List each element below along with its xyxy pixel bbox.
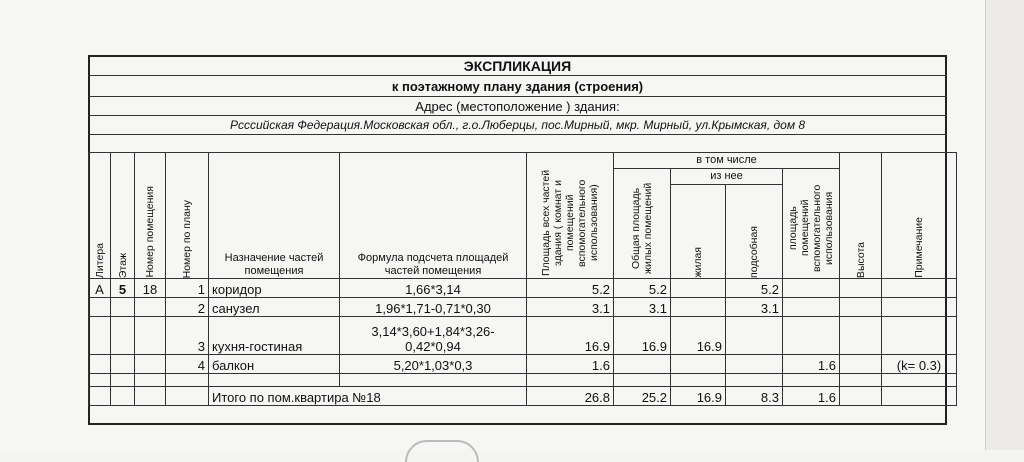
rule bbox=[88, 96, 947, 97]
cell-floor: 5 bbox=[111, 279, 135, 298]
rule bbox=[88, 134, 947, 135]
table-row bbox=[89, 298, 957, 317]
cell-purpose: коридор bbox=[209, 279, 340, 298]
stamp-mark bbox=[405, 440, 479, 462]
table-row bbox=[89, 355, 957, 374]
cell-total: 5.2 bbox=[527, 279, 614, 298]
header-of-which: из нее bbox=[671, 169, 783, 185]
explication-table bbox=[88, 152, 957, 406]
total-cell-living: 16.9 bbox=[671, 387, 726, 406]
total-cell-service: 1.6 bbox=[783, 387, 840, 406]
cell-formula: 1,66*3,14 bbox=[340, 279, 527, 298]
cell-aux bbox=[726, 317, 783, 355]
header-room-number: Номер помещения bbox=[135, 153, 166, 279]
header-floor: Этаж bbox=[111, 153, 135, 279]
cell-height bbox=[840, 298, 882, 317]
cell-note bbox=[882, 279, 957, 298]
header-litera: Литера bbox=[89, 153, 111, 279]
cell-plan: 2 bbox=[166, 298, 209, 317]
cell-height bbox=[840, 317, 882, 355]
table-row bbox=[89, 317, 957, 355]
cell-room: 18 bbox=[135, 279, 166, 298]
header-aux-area: площадь помещений вспомогательного использования bbox=[783, 169, 840, 279]
cell-purpose: балкон bbox=[209, 355, 340, 374]
header-formula: Формула подсчета площадей частей помещения bbox=[340, 153, 527, 279]
cell-living bbox=[671, 298, 726, 317]
cell-note bbox=[882, 317, 957, 355]
cell-total: 16.9 bbox=[527, 317, 614, 355]
cell-total: 3.1 bbox=[527, 298, 614, 317]
cell-service bbox=[783, 317, 840, 355]
cell-height bbox=[840, 279, 882, 298]
cell-plan: 4 bbox=[166, 355, 209, 374]
cell-living: 16.9 bbox=[671, 317, 726, 355]
cell-service bbox=[783, 279, 840, 298]
rule bbox=[88, 115, 947, 116]
rule bbox=[88, 75, 947, 76]
cell-note: (k= 0.3) bbox=[882, 355, 957, 374]
address-value: Рсссийская Федерация.Московская обл., г.о.Люберцы, пос.Мирный, мкр. Мирный, ул.Крымская, дом 8 bbox=[229, 118, 806, 132]
cell-living bbox=[671, 355, 726, 374]
total-cell-aux: 8.3 bbox=[726, 387, 783, 406]
cell-general: 16.9 bbox=[614, 317, 671, 355]
cell-aux: 5.2 bbox=[726, 279, 783, 298]
header-auxiliary: подсобная bbox=[726, 185, 783, 279]
cell-floor bbox=[111, 298, 135, 317]
cell-service bbox=[783, 298, 840, 317]
cell-total: 1.6 bbox=[527, 355, 614, 374]
header-note: Примечание bbox=[882, 153, 957, 279]
header-including: в том числе bbox=[614, 153, 840, 169]
document-title: ЭКСПЛИКАЦИЯ bbox=[463, 58, 572, 74]
cell-formula: 5,20*1,03*0,3 bbox=[340, 355, 527, 374]
cell-floor bbox=[111, 317, 135, 355]
cell-aux: 3.1 bbox=[726, 298, 783, 317]
total-cell-general: 25.2 bbox=[614, 387, 671, 406]
header-living-total: Общая площадь жилых помещений bbox=[614, 169, 671, 279]
cell-litera bbox=[89, 355, 111, 374]
cell-plan: 3 bbox=[166, 317, 209, 355]
cell-purpose: санузел bbox=[209, 298, 340, 317]
table-row-spacer bbox=[89, 374, 957, 387]
table-row bbox=[89, 279, 957, 298]
cell-litera bbox=[89, 298, 111, 317]
header-plan-number: Номер по плану bbox=[166, 153, 209, 279]
cell-general: 3.1 bbox=[614, 298, 671, 317]
cell-note bbox=[882, 298, 957, 317]
cell-living bbox=[671, 279, 726, 298]
total-label: Итого по пом.квартира №18 bbox=[209, 387, 527, 406]
cell-room bbox=[135, 317, 166, 355]
header-height: Высота bbox=[840, 153, 882, 279]
page-edge bbox=[985, 0, 1024, 450]
cell-service: 1.6 bbox=[783, 355, 840, 374]
header-purpose: Назначение частей помещения bbox=[209, 153, 340, 279]
formula-line: 3,14*3,60+1,84*3,26- bbox=[371, 324, 495, 339]
address-label: Адрес (местоположение ) здания: bbox=[415, 99, 620, 114]
cell-room bbox=[135, 298, 166, 317]
cell-purpose: кухня-гостиная bbox=[209, 317, 340, 355]
table-row-total bbox=[89, 387, 957, 406]
cell-formula bbox=[340, 317, 527, 355]
cell-general: 5.2 bbox=[614, 279, 671, 298]
cell-plan: 1 bbox=[166, 279, 209, 298]
header-total-area: Площадь всех частей здания ( комнат и помещений вспомогательного использования) bbox=[527, 153, 614, 279]
cell-floor bbox=[111, 355, 135, 374]
cell-aux bbox=[726, 355, 783, 374]
cell-general bbox=[614, 355, 671, 374]
document-subtitle: к поэтажному плану здания (строения) bbox=[391, 79, 644, 94]
cell-room bbox=[135, 355, 166, 374]
cell-formula: 1,96*1,71-0,71*0,30 bbox=[340, 298, 527, 317]
formula-line: 0,42*0,94 bbox=[405, 339, 461, 354]
cell-height bbox=[840, 355, 882, 374]
cell-litera bbox=[89, 317, 111, 355]
total-cell-total: 26.8 bbox=[527, 387, 614, 406]
cell-litera: А bbox=[89, 279, 111, 298]
header-living: жилая bbox=[671, 185, 726, 279]
